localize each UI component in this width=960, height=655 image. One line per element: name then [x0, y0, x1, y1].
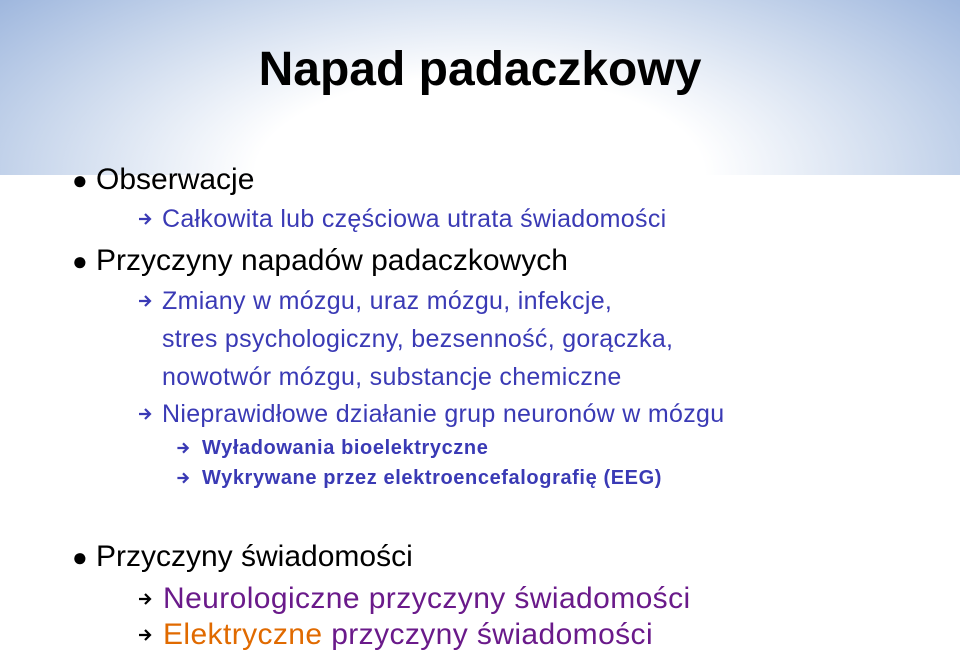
- highlight-neurologiczne: Neurologiczne: [163, 582, 360, 615]
- bullet-dot-icon: ●: [72, 542, 88, 572]
- slide-title: Napad padaczkowy: [258, 43, 702, 96]
- section-heading: Przyczyny napadów padaczkowych: [96, 244, 568, 277]
- section-heading: Obserwacje: [96, 163, 255, 196]
- subbullet-text-line-3: nowotwór mózgu, substancje chemiczne: [162, 363, 622, 391]
- arrow-bullet-icon: [137, 617, 153, 653]
- rest-text: przyczyny świadomości: [359, 582, 691, 615]
- rest-text: przyczyny świadomości: [322, 618, 654, 651]
- arrow-bullet-icon: [175, 464, 191, 492]
- highlight-elektryczne: Elektryczne: [163, 618, 323, 651]
- subbullet-text-line-1: Zmiany w mózgu, uraz mózgu, infekcje,: [162, 287, 613, 315]
- bullet-dot-icon: ●: [72, 165, 88, 195]
- arrow-bullet-icon: [175, 434, 191, 462]
- arrow-bullet-icon: [137, 581, 153, 617]
- subbullet-text: Całkowita lub częściowa utrata świadomości: [162, 205, 667, 233]
- bullet-dot-icon: ●: [72, 246, 88, 276]
- subbullet-text-line-2: stres psychologiczny, bezsenność, gorączka,: [162, 325, 674, 353]
- section-heading: Przyczyny świadomości: [96, 540, 413, 573]
- subbullet-text: Nieprawidłowe działanie grup neuronów w mózgu: [162, 400, 725, 428]
- subsubbullet-text: Wykrywane przez elektroencefalografię (EEG): [202, 467, 663, 489]
- subbullet-text: [163, 581, 691, 617]
- subbullet-text: [163, 617, 653, 653]
- arrow-bullet-icon: [137, 286, 153, 316]
- arrow-bullet-icon: [137, 204, 153, 234]
- arrow-bullet-icon: [137, 399, 153, 429]
- subsubbullet-text: Wyładowania bioelektryczne: [202, 437, 489, 459]
